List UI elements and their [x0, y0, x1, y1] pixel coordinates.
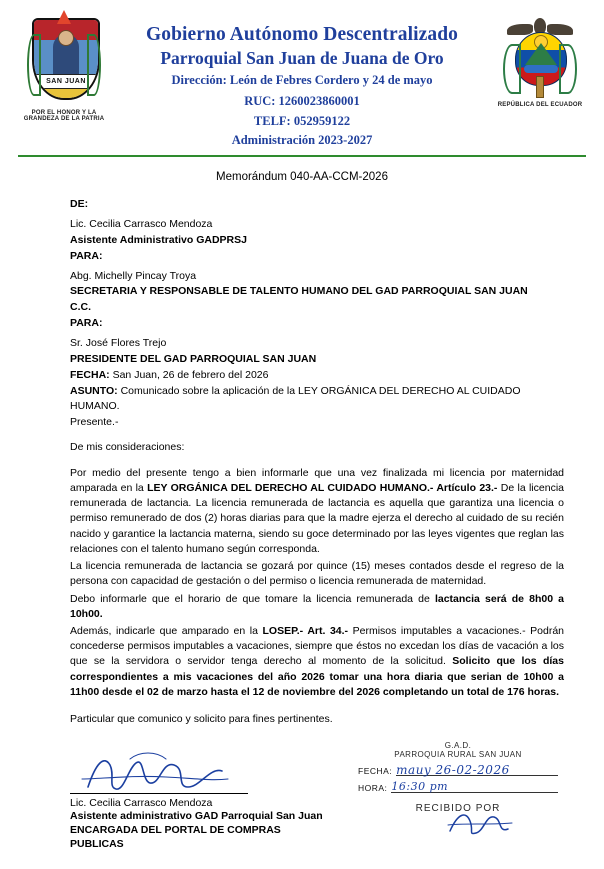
document-header [0, 0, 604, 149]
stamp-date-line [396, 763, 558, 776]
received-stamp [358, 741, 558, 857]
memorandum-number: Memorándum 040-AA-CCM-2026 [216, 170, 388, 183]
signature-area [0, 741, 604, 869]
header-text-block [110, 16, 494, 149]
paragraph-1-part-a: Por medio del presente tengo a bien informarle que una vez finalizada mi licencia por maternidad amparada en la [70, 466, 564, 495]
date-label: FECHA: [70, 368, 110, 381]
document-body [0, 183, 604, 727]
subject-label: ASUNTO: [70, 384, 118, 397]
header-address: Dirección: León de Febres Cordero y 24 de mayo [171, 73, 433, 88]
header-phone: TELF: 052959122 [253, 113, 351, 128]
from-label: DE: [70, 197, 89, 210]
subject-value: Comunicado sobre la aplicación de la LEY ORGÁNICA DEL DERECHO AL CUIDADO HUMANO. [70, 384, 521, 412]
stamp-time-label: HORA: [358, 783, 388, 794]
header-ruc: RUC: 1260023860001 [244, 93, 360, 108]
paragraph-4-request: Solicito que los días correspondientes a mis vacaciones del año 2026 tomar una hora diaria que serian de 10h00 a 11h00 desde el 02 de marzo hasta el 12 de noviembre del 2026 completando un total de 176 horas. [70, 655, 564, 698]
to-label-2: PARA: [70, 317, 103, 330]
stamp-org-line2: PARROQUIA RURAL SAN JUAN [394, 750, 522, 760]
from-role: Asistente Administrativo GADPRSJ [70, 233, 247, 246]
right-coat-caption: REPÚBLICA DEL ECUADOR [497, 102, 583, 108]
stamp-time-value: 16:30 pm [391, 780, 449, 794]
paragraph-3-part-a: Debo informarle que el horario de que tomare la licencia remunerada de [70, 592, 435, 605]
header-title-line2: Parroquial San Juan de Juana de Oro [160, 48, 444, 69]
signature-role-line1: Asistente administrativo GAD Parroquial San Juan [70, 810, 323, 823]
paragraph-3-schedule: lactancia será de 8h00 a 10h00. [70, 592, 565, 620]
paragraph-4-part-c: Permisos imputables a vacaciones.- Podrán concederse permisos imputables a vacaciones, siempre que éstos no excedan los días de vacación a los que se la servidora o servidor tenga derecho al momento de la solicitud. [70, 625, 565, 668]
paragraph-3 [70, 592, 564, 622]
paragraph-1-law-ref: LEY ORGÁNICA DEL DERECHO AL CUIDADO HUMANO.- Artículo 23.- [147, 482, 498, 495]
header-divider [18, 155, 586, 157]
stamp-date-label: FECHA: [358, 766, 393, 777]
header-administration: Administración 2023-2027 [231, 132, 373, 147]
stamp-time-row [358, 780, 558, 793]
to-name-1: Abg. Michelly Pincay Troya [70, 269, 197, 282]
to-label-1: PARA: [70, 249, 103, 262]
paragraph-1-part-c: De la licencia remunerada de lactancia. La licencia remunerada de lactancia es aquella que garantiza una licencia o permiso remunerado de dos (2) horas diarias para que la madre ejerza el derecho al cuidado de su recién nacido y garantice la lactancia materna, siendo su goce determinado por las leyes vigentes que reglan las relaciones con el talento humano según corresponda. [70, 482, 564, 555]
signature-name: Lic. Cecilia Carrasco Mendoza [70, 797, 213, 810]
paragraph-2: La licencia remunerada de lactancia se gozará por quince (15) meses contados desde el regreso de la persona con capacidad de gestación o del permiso o licencia remunerada de maternidad. [70, 560, 564, 588]
header-title-line1: Gobierno Autónomo Descentralizado [145, 24, 459, 45]
present-line: Presente.- [70, 415, 119, 428]
left-seal-block [18, 16, 110, 122]
cc-label: C.C. [70, 301, 91, 314]
to-role-2: PRESIDENTE DEL GAD PARROQUIAL SAN JUAN [70, 353, 317, 366]
handwritten-signature [70, 749, 330, 793]
paragraph-4-part-a: Además, indicarle que amparado en la [70, 625, 263, 638]
to-role-1: SECRETARIA Y RESPONSABLE DE TALENTO HUMANO DEL GAD PARROQUIAL SAN JUAN [70, 285, 528, 298]
right-coat-block [494, 16, 586, 108]
paragraph-1 [70, 466, 564, 557]
paragraph-4-law-ref: LOSEP.- Art. 34.- [262, 625, 349, 638]
stamp-footer-text: RECIBIDO POR [415, 803, 501, 815]
subject-field [70, 384, 564, 414]
closing-line: Particular que comunico y solicito para fines pertinentes. [70, 713, 333, 726]
stamp-time-line [391, 780, 558, 793]
ecuador-coat-of-arms-icon [501, 16, 579, 100]
left-seal-caption: POR EL HONOR Y LA GRANDEZA DE LA PATRIA [23, 110, 105, 122]
sender-signature-block [70, 749, 330, 852]
date-value: San Juan, 26 de febrero del 2026 [112, 368, 269, 381]
paragraph-4 [70, 624, 564, 700]
stamp-org-line1: G.A.D. [444, 741, 472, 751]
greeting-line: De mis consideraciones: [70, 440, 185, 453]
signature-role-line2: ENCARGADA DEL PORTAL DE COMPRAS PUBLICAS [70, 824, 281, 851]
from-name: Lic. Cecilia Carrasco Mendoza [70, 217, 213, 230]
date-field [70, 368, 564, 383]
seal-band-text: SAN JUAN [34, 74, 98, 89]
stamp-date-value: mauy 26-02-2026 [396, 763, 510, 778]
stamp-handwritten-signature [442, 807, 522, 842]
stamp-date-row [358, 763, 558, 776]
to-name-2: Sr. José Flores Trejo [70, 337, 167, 350]
parish-seal-icon [27, 16, 101, 108]
